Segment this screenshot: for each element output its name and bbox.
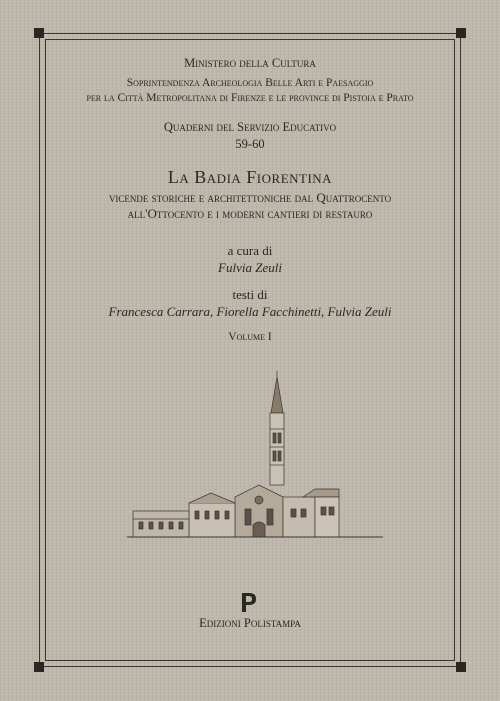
book-title: La Badia Fiorentina xyxy=(167,167,333,187)
series-name: Quaderni del Servizio Educativo xyxy=(163,120,337,134)
volume-label: Volume I xyxy=(228,331,272,343)
corner-square-bottom-right xyxy=(456,662,466,672)
soprintendenza-line-1: Soprintendenza Archeologia Belle Arti e Paesaggio xyxy=(126,77,374,89)
ministry-name: Ministero della Cultura xyxy=(184,56,316,70)
corner-square-top-right xyxy=(456,28,466,38)
editor-label: a cura di xyxy=(227,243,273,258)
soprintendenza-line-2: per la Città Metropolitana di Firenze e le province di Pistoia e Prato xyxy=(86,92,414,104)
corner-square-bottom-left xyxy=(34,662,44,672)
authors-names: Francesca Carrara, Fiorella Facchinetti, Fulvia Zeuli xyxy=(108,304,392,319)
editor-name: Fulvia Zeuli xyxy=(218,260,282,275)
book-subtitle-line-2: all'Ottocento e i moderni cantieri di restauro xyxy=(127,206,373,221)
cover-content xyxy=(45,39,455,661)
series-number: 59-60 xyxy=(235,137,265,151)
corner-square-top-left xyxy=(34,28,44,38)
publisher-name: Edizioni Polistampa xyxy=(199,616,301,630)
polistampa-logo-icon xyxy=(238,590,260,614)
book-subtitle-line-1: vicende storiche e architettoniche dal Quattrocento xyxy=(108,190,392,205)
authors-label: testi di xyxy=(232,287,268,302)
badia-elevation-illustration xyxy=(125,369,385,569)
